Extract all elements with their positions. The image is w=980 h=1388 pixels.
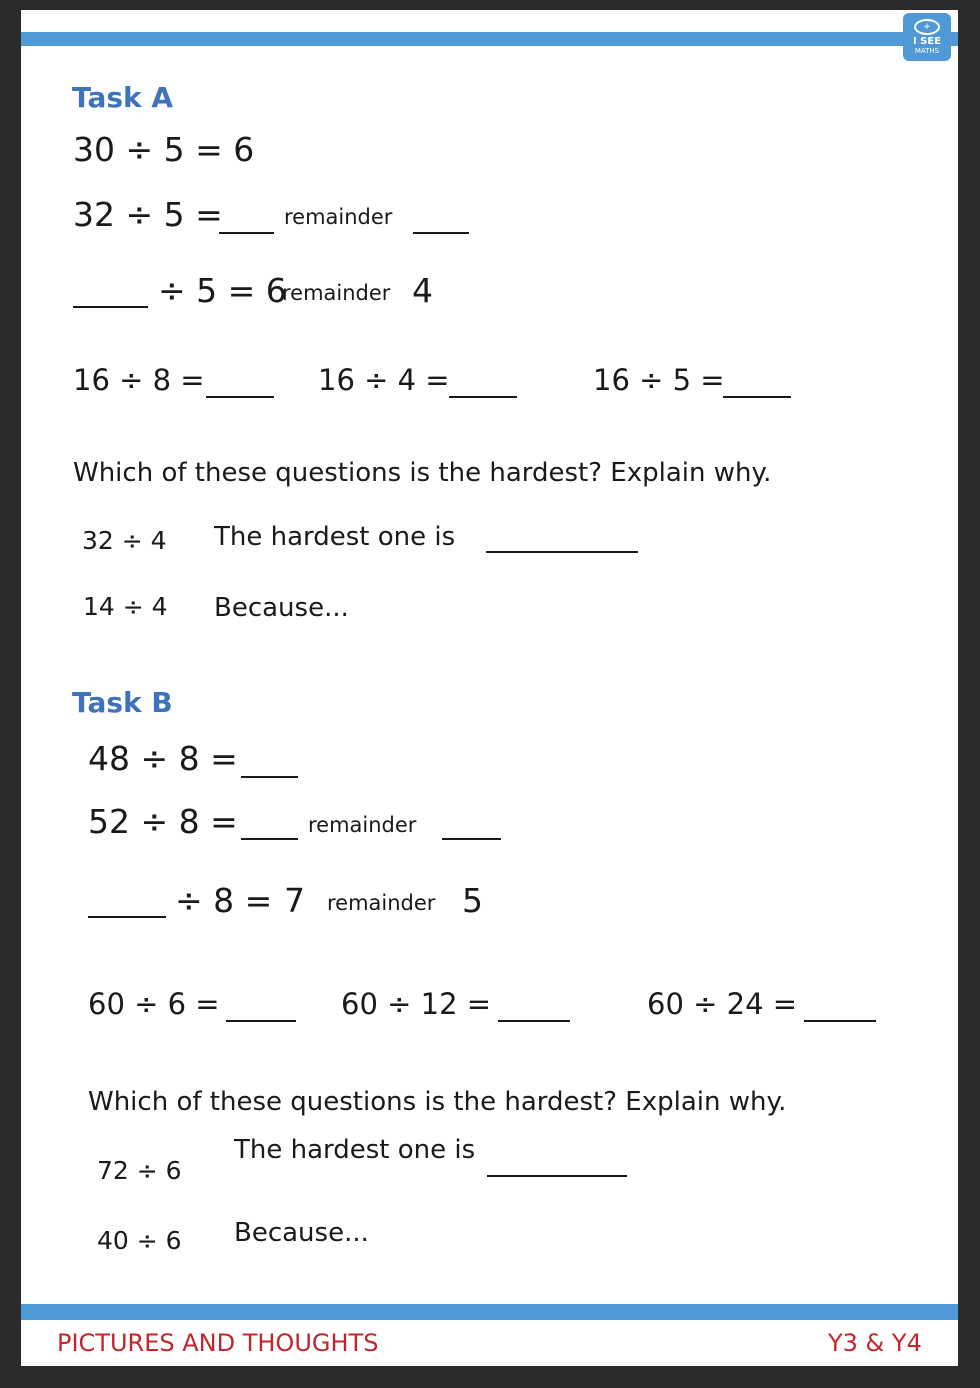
task-b-eq4c: 60 ÷ 24 = bbox=[647, 987, 798, 1021]
task-a-eq4c-blank bbox=[723, 396, 791, 398]
logo-line1: I SEE bbox=[912, 36, 942, 47]
task-a-eq1: 30 ÷ 5 = 6 bbox=[73, 130, 255, 169]
task-b-eq4a: 60 ÷ 6 = bbox=[88, 987, 220, 1021]
task-b-eq4c-blank bbox=[804, 1020, 876, 1022]
footer-series-title: PICTURES AND THOUGHTS bbox=[57, 1329, 379, 1357]
task-b-hardest-prompt: The hardest one is bbox=[234, 1135, 476, 1165]
task-b-eq1-left: 48 ÷ 8 = bbox=[88, 739, 238, 778]
task-a-heading: Task A bbox=[72, 81, 174, 114]
task-b-eq2-remainder-label: remainder bbox=[308, 813, 417, 837]
top-accent-bar bbox=[21, 32, 958, 46]
task-b-eq2-remainder-blank bbox=[442, 838, 501, 840]
task-b-eq4b-blank bbox=[498, 1020, 570, 1022]
task-a-eq4b-blank bbox=[449, 396, 517, 398]
task-a-because: Because... bbox=[214, 593, 349, 623]
bottom-accent-bar bbox=[21, 1304, 958, 1320]
task-b-heading: Task B bbox=[72, 686, 173, 719]
task-b-option2: 40 ÷ 6 bbox=[97, 1226, 182, 1255]
i-see-maths-logo bbox=[903, 13, 951, 61]
task-a-question: Which of these questions is the hardest? Explain why. bbox=[73, 458, 772, 488]
task-a-eq3-remainder-value: 4 bbox=[412, 271, 433, 310]
task-b-eq3-mid: ÷ 8 = bbox=[175, 881, 273, 920]
task-a-eq2-remainder-blank bbox=[413, 232, 469, 234]
task-b-because: Because... bbox=[234, 1218, 369, 1248]
task-b-eq1-blank bbox=[241, 776, 298, 778]
footer-year-group: Y3 & Y4 bbox=[828, 1329, 922, 1357]
worksheet-page bbox=[21, 10, 958, 1366]
eye-icon: + bbox=[914, 19, 940, 35]
task-a-eq3-dividend-blank bbox=[73, 306, 148, 308]
task-a-eq3-mid: ÷ 5 = 6 bbox=[158, 271, 287, 310]
task-b-eq3-dividend-blank bbox=[88, 916, 166, 918]
task-b-eq3-remainder-value: 5 bbox=[462, 881, 483, 920]
task-a-option1: 32 ÷ 4 bbox=[82, 526, 167, 555]
task-b-option1: 72 ÷ 6 bbox=[97, 1156, 182, 1185]
task-a-eq3-remainder-label: remainder bbox=[282, 281, 391, 305]
task-a-hardest-prompt: The hardest one is bbox=[214, 522, 456, 552]
task-b-eq3-value: 7 bbox=[284, 881, 305, 920]
task-b-question: Which of these questions is the hardest? Explain why. bbox=[88, 1087, 787, 1117]
task-a-eq2-answer-blank bbox=[219, 232, 274, 234]
logo-line2: MATHS bbox=[914, 47, 940, 55]
task-b-eq2-left: 52 ÷ 8 = bbox=[88, 802, 238, 841]
task-b-eq4b: 60 ÷ 12 = bbox=[341, 987, 492, 1021]
task-a-eq4b: 16 ÷ 4 = bbox=[318, 363, 450, 397]
task-b-eq2-answer-blank bbox=[241, 838, 298, 840]
task-a-hardest-blank bbox=[486, 551, 638, 553]
task-a-eq4c: 16 ÷ 5 = bbox=[593, 363, 725, 397]
task-b-eq4a-blank bbox=[226, 1020, 296, 1022]
task-a-eq4a-blank bbox=[206, 396, 274, 398]
task-b-eq3-remainder-label: remainder bbox=[327, 891, 436, 915]
task-a-eq2-left: 32 ÷ 5 = bbox=[73, 195, 223, 234]
task-b-hardest-blank bbox=[487, 1175, 627, 1177]
task-a-option2: 14 ÷ 4 bbox=[83, 592, 168, 621]
task-a-eq2-remainder-label: remainder bbox=[284, 205, 393, 229]
task-a-eq4a: 16 ÷ 8 = bbox=[73, 363, 205, 397]
